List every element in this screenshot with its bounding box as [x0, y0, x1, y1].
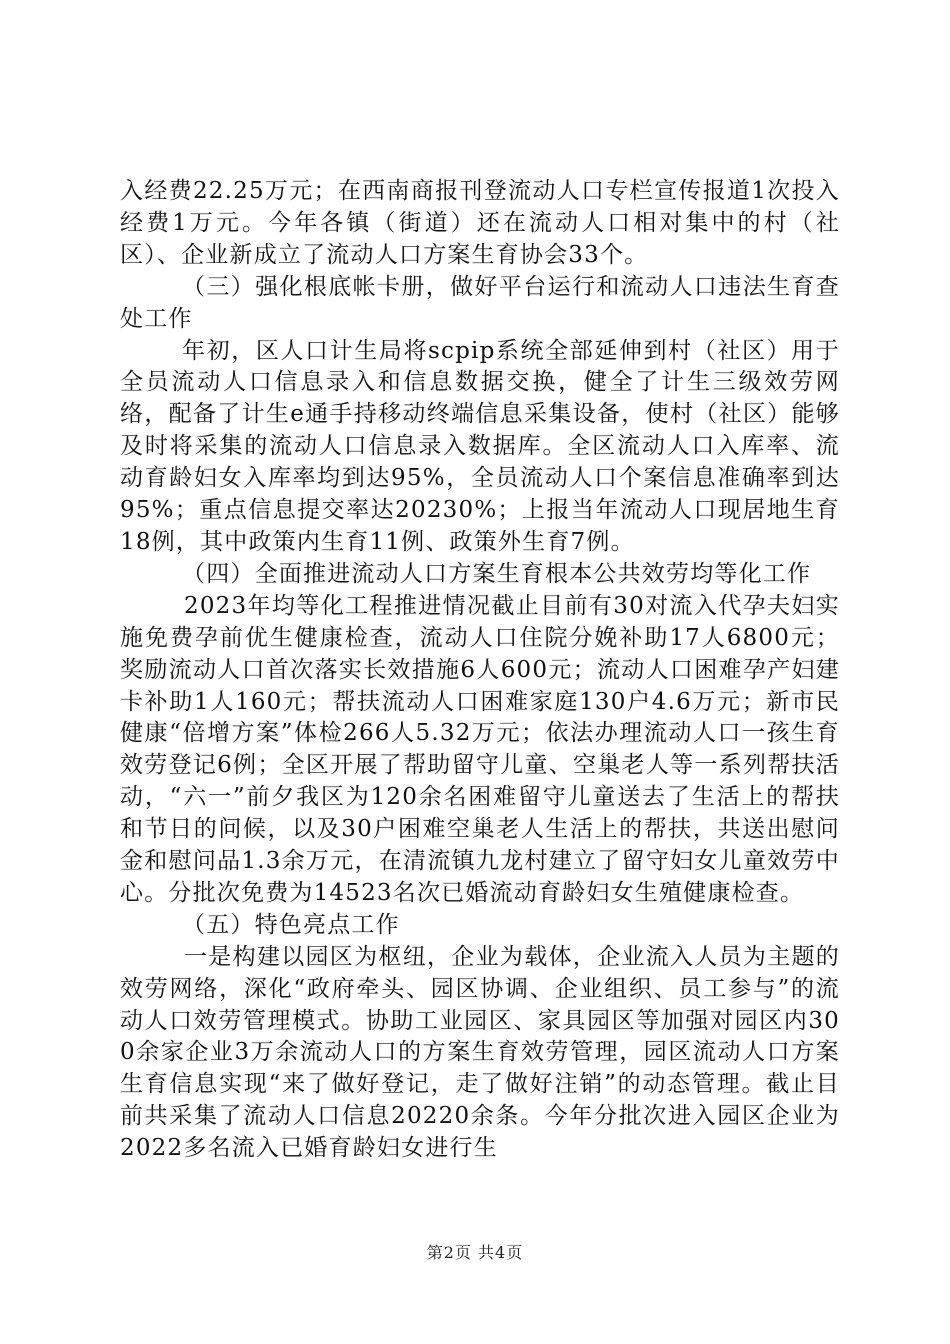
paragraph-equalization-progress: 2023年均等化工程推进情况截止目前有30对流入代孕夫妇实施免费孕前优生健康检查，流动人口住院分娩补助17人6800元；奖励流动人口首次落实长效措施6人600元；流动人口困难孕产妇建卡补助1人160元；帮扶流动人口困难家庭130户4.6万元；新市民健康“倍增方案”体检266人5.32万元；依法办理流动人口一孩生育效劳登记6例；全区开展了帮助留守儿童、空巢老人等一系列帮扶活动，“六一”前夕我区为120余名困难留守儿童送去了生活上的帮扶和节日的问候，以及30户困难空巢老人生活上的帮扶，共送出慰问金和慰问品1.3余万元，在清流镇九龙村建立了留守妇女儿童效劳中心。分批次免费为14523名次已婚流动育龄妇女生殖健康检查。 — [120, 592, 840, 906]
paragraph-highlights: 一是构建以园区为枢纽，企业为载体，企业流入人员为主题的效劳网络，深化“政府牵头、园区协调、企业组织、员工参与”的流动人口效劳管理模式。协助工业园区、家具园区等加强对园区内300余家企业3万余流动人口的方案生育效劳管理，园区流动人口方案生育信息实现“来了做好登记，走了做好注销”的动态管理。截止目前共采集了流动人口信息20220余条。今年分批次进入园区企业为2022多名流入已婚育龄妇女进行生 — [120, 943, 840, 1162]
paragraph-platform-operation: 年初，区人口计生局将scpip系统全部延伸到村（社区）用于全员流动人口信息录入和信息数据交换，健全了计生三级效劳网络，配备了计生e通手持移动终端信息采集设备，使村（社区）能够及时将采集的流动人口信息录入数据库。全区流动人口入库率、流动育龄妇女入库率均到达95%，全员流动人口个案信息准确率到达95%；重点信息提交率达20230%；上报当年流动人口现居地生育18例，其中政策内生育11例、政策外生育7例。 — [120, 337, 840, 555]
section-heading-3: （三）强化根底帐卡册，做好平台运行和流动人口违法生育查处工作 — [120, 273, 840, 332]
page-number-footer: 第2页 共4页 — [426, 1243, 524, 1262]
section-heading-4: （四）全面推进流动人口方案生育根本公共效劳均等化工作 — [182, 560, 812, 587]
paragraph-funding-continuation: 入经费22.25万元；在西南商报刊登流动人口专栏宣传报道1次投入经费1万元。今年各镇（街道）还在流动人口相对集中的村（社区）、企业新成立了流动人口方案生育协会33个。 — [120, 178, 840, 268]
section-heading-5: （五）特色亮点工作 — [182, 911, 400, 938]
document-body — [120, 176, 840, 1165]
